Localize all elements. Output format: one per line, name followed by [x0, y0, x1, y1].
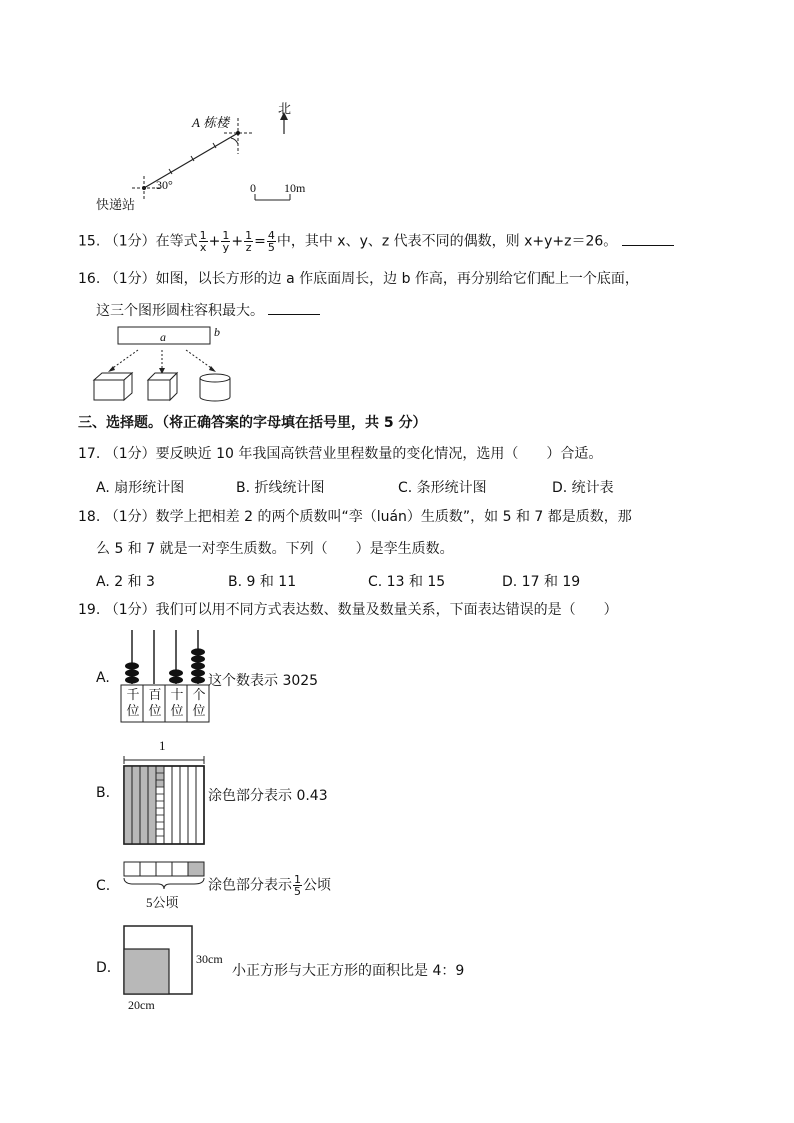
- angle-label: 30°: [156, 178, 173, 192]
- q15-text-a: 在等式: [155, 233, 198, 250]
- question-18-line-2: [96, 540, 454, 558]
- q19-option-b-letter[interactable]: B.: [96, 785, 111, 801]
- q18-text-line-1: 数学上把相差 2 的两个质数叫“孪（luán）生质数”，如 5 和 7 都是质数，那: [155, 509, 632, 525]
- plus-sign: +: [208, 233, 221, 250]
- fraction-4-5: $\frac{4}{5}$: [267, 229, 275, 254]
- station-label: 快递站: [96, 198, 136, 213]
- question-18-line-1: [78, 508, 632, 526]
- q18-score: （1分）: [104, 509, 156, 525]
- fraction-1-5: $\frac{1}{5}$: [294, 873, 301, 898]
- label-b: b: [214, 325, 220, 339]
- fraction-1-x: $\frac{1}{x}$: [199, 229, 207, 254]
- q18-number: 18.: [78, 509, 101, 525]
- q19-option-c-text-a: 涂色部分表示: [208, 877, 292, 894]
- q19-option-c-text: [208, 874, 331, 897]
- q16-score: （1分）: [104, 271, 156, 287]
- q15-number: 15.: [78, 233, 101, 250]
- q16-figure: [88, 322, 248, 402]
- question-17: [78, 445, 602, 463]
- fraction-1-y: $\frac{1}{y}$: [222, 229, 230, 254]
- q19-option-d-text: 小正方形与大正方形的面积比是 4：9: [232, 963, 465, 979]
- question-16-line-1: [78, 270, 639, 288]
- q19-option-b-text: 涂色部分表示 0.43: [208, 788, 328, 804]
- q17-option-c[interactable]: C. 条形统计图: [398, 480, 487, 496]
- scale-length-label: 10m: [284, 181, 306, 195]
- place-tens: 十 位: [170, 687, 184, 718]
- rectangle-cylinders-diagram: [88, 322, 248, 402]
- abacus-figure: [120, 628, 210, 724]
- squares-figure: [120, 922, 232, 1014]
- q19-text: 我们可以用不同方式表达数、数量及数量关系，下面表达错误的是（ ）: [155, 602, 618, 618]
- q18-option-d[interactable]: D. 17 和 19: [502, 574, 581, 590]
- label-a: a: [160, 330, 166, 344]
- question-19: [78, 601, 618, 619]
- q15-score: （1分）: [104, 233, 156, 250]
- q19-number: 19.: [78, 602, 101, 618]
- fraction-1-z: $\frac{1}{z}$: [245, 229, 253, 254]
- grid-top-label: 1: [159, 738, 166, 753]
- q18-option-b[interactable]: B. 9 和 11: [228, 574, 297, 590]
- question-16-line-2: [96, 302, 320, 320]
- equals-sign: =: [254, 233, 266, 250]
- q17-option-b[interactable]: B. 折线统计图: [236, 480, 325, 496]
- q19-option-d-letter[interactable]: D.: [96, 960, 112, 976]
- question-15: [78, 230, 674, 253]
- q19-score: （1分）: [104, 602, 156, 618]
- section-3-title: 三、选择题。（将正确答案的字母填在括号里，共 5 分）: [78, 415, 427, 431]
- place-thousands: 千 位: [126, 687, 140, 718]
- q17-option-a[interactable]: A. 扇形统计图: [96, 480, 185, 496]
- decimal-grid-figure: [120, 736, 208, 846]
- answer-blank[interactable]: [622, 233, 674, 246]
- big-square-side-label: 30cm: [196, 952, 223, 966]
- scale-zero-label: 0: [250, 181, 256, 195]
- north-label: 北: [278, 102, 292, 117]
- q17-number: 17.: [78, 446, 101, 462]
- q16-text-line-1: 如图，以长方形的边 a 作底面周长，边 b 作高，再分别给它们配上一个底面，: [155, 271, 639, 287]
- q17-option-d[interactable]: D. 统计表: [552, 480, 614, 496]
- q17-text: 要反映近 10 年我国高铁营业里程数量的变化情况，选用（ ）合适。: [155, 446, 603, 462]
- q15-text-b: 中，其中 x、y、z 代表不同的偶数，则 x+y+z＝26。: [276, 233, 618, 250]
- q18-text-line-2: 么 5 和 7 就是一对孪生质数。下列（ ）是孪生质数。: [96, 541, 454, 557]
- q19-option-c-text-b: 公顷: [303, 877, 331, 894]
- q19-option-a-text: 这个数表示 3025: [208, 673, 319, 689]
- answer-blank[interactable]: [268, 302, 320, 315]
- hectare-bar-figure: [120, 858, 208, 912]
- bar-under-label: 5公顷: [146, 895, 179, 910]
- a-building-label: A 栋楼: [192, 115, 229, 130]
- place-hundreds: 百 位: [148, 687, 162, 718]
- small-square-side-label: 20cm: [128, 998, 155, 1012]
- q19-option-a-letter[interactable]: A.: [96, 670, 110, 686]
- q17-score: （1分）: [104, 446, 156, 462]
- q18-option-c[interactable]: C. 13 和 15: [368, 574, 446, 590]
- map-figure: [92, 96, 322, 214]
- q16-number: 16.: [78, 271, 101, 287]
- q19-option-c-letter[interactable]: C.: [96, 878, 111, 894]
- q16-text-line-2: 这三个图形圆柱容积最大。: [96, 303, 264, 319]
- place-ones: 个 位: [192, 687, 206, 718]
- plus-sign: +: [231, 233, 244, 250]
- q18-option-a[interactable]: A. 2 和 3: [96, 574, 155, 590]
